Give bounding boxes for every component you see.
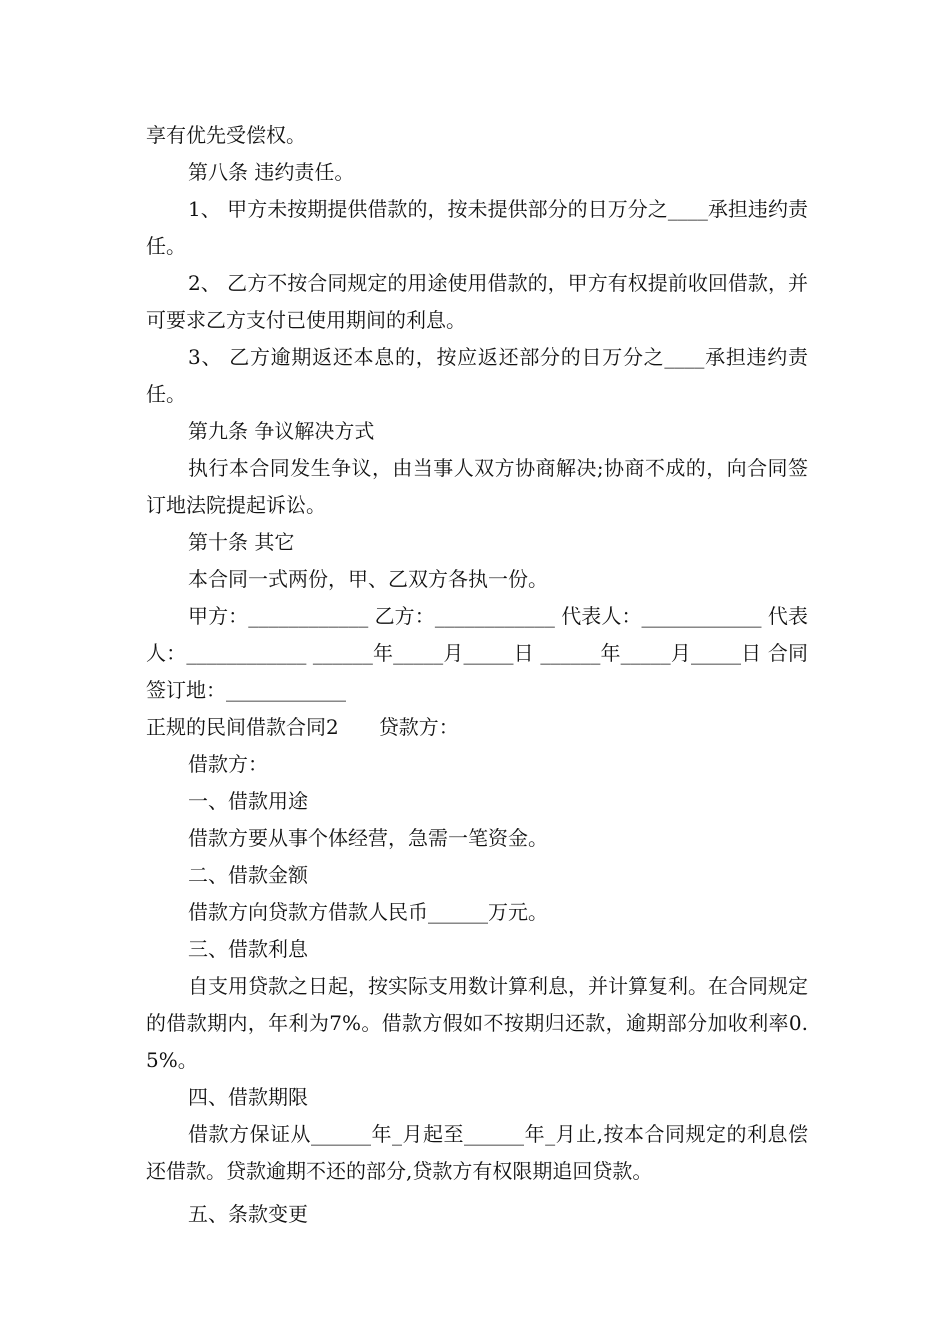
document-body [146, 117, 808, 1233]
section-1-text: 借款方要从事个体经营，急需一笔资金。 [188, 826, 548, 850]
article-10-text: 本合同一式两份，甲、乙双方各执一份。 [188, 567, 548, 591]
section-3-text: 自支用贷款之日起，按实际支用数计算利息，并计算复利。在合同规定的借款期内，年利为7%。借款方假如不按期归还款，逾期部分加收利率0.5%。 [146, 974, 808, 1072]
section-4-heading: 四、借款期限 [188, 1085, 308, 1109]
section-1-heading: 一、借款用途 [188, 789, 308, 813]
article-8-clause-2: 2、 乙方不按合同规定的用途使用借款的，甲方有权提前收回借款，并可要求乙方支付已使用期间的利息。 [146, 271, 808, 332]
section-3-heading: 三、借款利息 [188, 937, 308, 961]
signature-block: 甲方：____________ 乙方：____________ 代表人：____________ 代表人：____________ ______年_____月_____日 ______年_____月_____日 合同签订地：____________ [146, 604, 808, 702]
section-4-text: 借款方保证从______年_月起至______年_月止,按本合同规定的利息偿还借款。贷款逾期不还的部分,贷款方有权限期追回贷款。 [146, 1122, 808, 1183]
section-2-heading: 二、借款金额 [188, 863, 308, 887]
article-8-heading: 第八条 违约责任。 [188, 160, 355, 184]
article-9-text: 执行本合同发生争议，由当事人双方协商解决;协商不成的，向合同签订地法院提起诉讼。 [146, 456, 808, 517]
article-8-clause-1: 1、 甲方未按期提供借款的，按未提供部分的日万分之____承担违约责任。 [146, 197, 808, 258]
contract-2-title-line: 正规的民间借款合同2 贷款方： [146, 715, 459, 739]
article-10-heading: 第十条 其它 [188, 530, 295, 554]
paragraph-priority-claim: 享有优先受偿权。 [146, 123, 306, 147]
article-8-clause-3: 3、 乙方逾期返还本息的，按应返还部分的日万分之____承担违约责任。 [146, 345, 808, 406]
section-2-text: 借款方向贷款方借款人民币______万元。 [188, 900, 548, 924]
borrower-line: 借款方： [188, 752, 268, 776]
section-5-heading: 五、条款变更 [188, 1202, 308, 1226]
article-9-heading: 第九条 争议解决方式 [188, 419, 375, 443]
